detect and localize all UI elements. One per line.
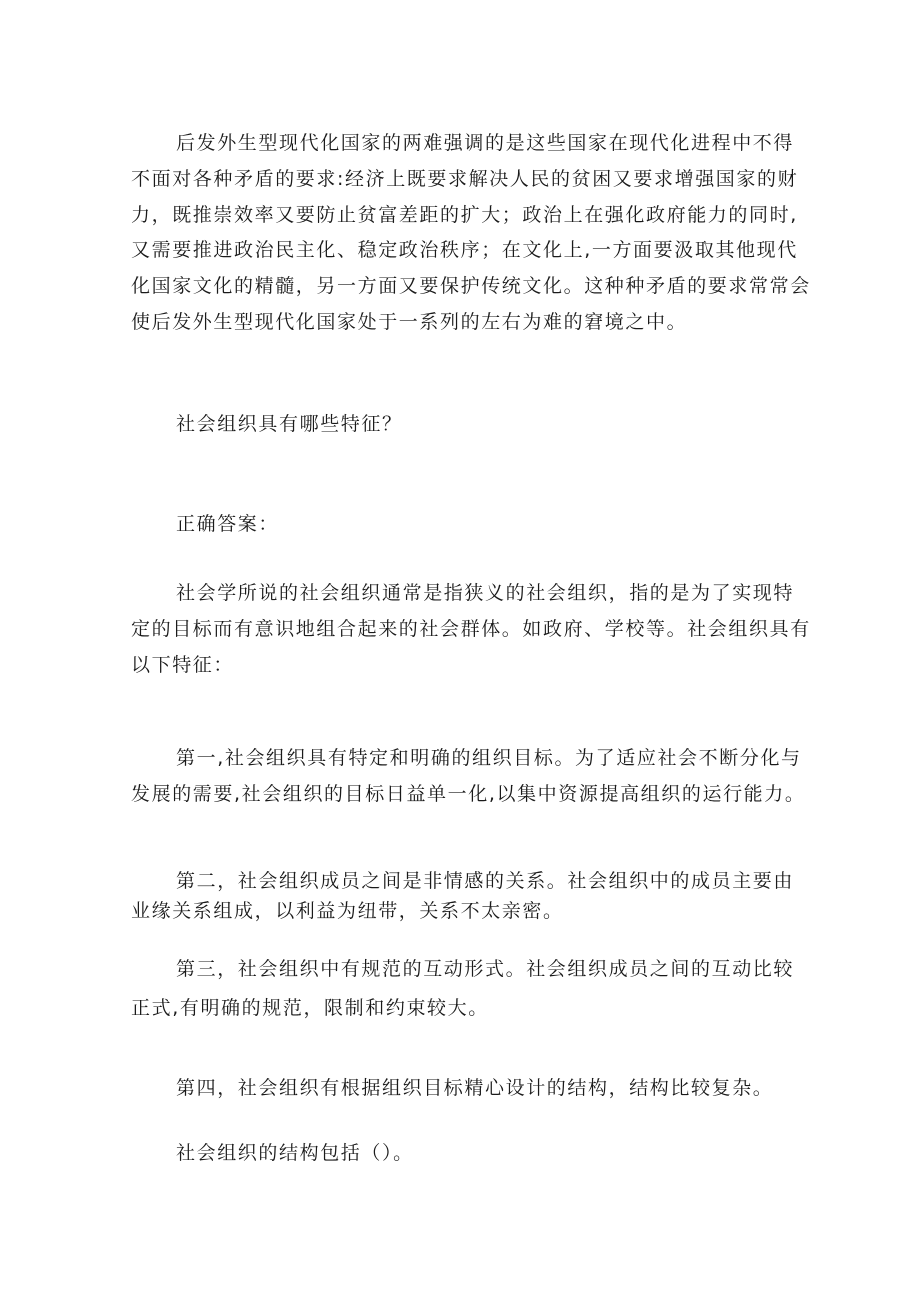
text-line: 业缘关系组成，以利益为纽带，关系不太亲密。 bbox=[131, 900, 564, 922]
paragraph-modernization-dilemma bbox=[131, 126, 811, 341]
text-line: 第一,社会组织具有特定和明确的组织目标。为了适应社会不断分化与 bbox=[176, 747, 802, 769]
text-line: 正确答案： bbox=[176, 513, 280, 535]
paragraph-feature-2 bbox=[131, 866, 795, 926]
paragraph-feature-4 bbox=[131, 1073, 791, 1103]
text-line: 不面对各种矛盾的要求:经济上既要求解决人民的贫困又要求增强国家的财 bbox=[131, 167, 799, 190]
question-heading bbox=[131, 409, 791, 439]
text-line: 发展的需要,社会组织的目标日益单一化,以集中资源提高组织的运行能力。 bbox=[131, 783, 806, 805]
text-line: 社会学所说的社会组织通常是指狭义的社会组织，指的是为了实现特 bbox=[176, 582, 795, 604]
text-line: 第四，社会组织有根据组织目标精心设计的结构，结构比较复杂。 bbox=[176, 1077, 774, 1099]
text-line: 又需要推进政治民主化、稳定政治秩序；在文化上,一方面要汲取其他现代 bbox=[131, 239, 798, 262]
text-line: 使后发外生型现代化国家处于一系列的左右为难的窘境之中。 bbox=[131, 310, 688, 333]
question-structure bbox=[131, 1138, 791, 1168]
text-line: 化国家文化的精髓，另一方面又要保护传统文化。这种种矛盾的要求常常会 bbox=[131, 275, 811, 298]
text-line: 正式,有明确的规范，限制和约束较大。 bbox=[131, 997, 489, 1019]
text-line: 定的目标而有意识地组合起来的社会群体。如政府、学校等。社会组织具有 bbox=[131, 618, 811, 640]
text-line: 力，既推崇效率又要防止贫富差距的扩大；政治上在强化政府能力的同时, bbox=[131, 203, 798, 226]
text-line: 第三，社会组织中有规范的互动形式。社会组织成员之间的互动比较 bbox=[176, 958, 795, 980]
text-line: 以下特征： bbox=[131, 654, 235, 676]
text-line: 社会组织的结构包括（）。 bbox=[176, 1142, 414, 1164]
text-line: 后发外生型现代化国家的两难强调的是这些国家在现代化进程中不得 bbox=[176, 132, 795, 154]
paragraph-answer-intro bbox=[131, 575, 811, 683]
paragraph-feature-1 bbox=[131, 740, 806, 812]
text-line: 第二，社会组织成员之间是非情感的关系。社会组织中的成员主要由 bbox=[176, 870, 795, 892]
answer-label bbox=[131, 509, 791, 539]
paragraph-feature-3 bbox=[131, 950, 795, 1028]
text-line: 社会组织具有哪些特征？ bbox=[176, 413, 403, 435]
